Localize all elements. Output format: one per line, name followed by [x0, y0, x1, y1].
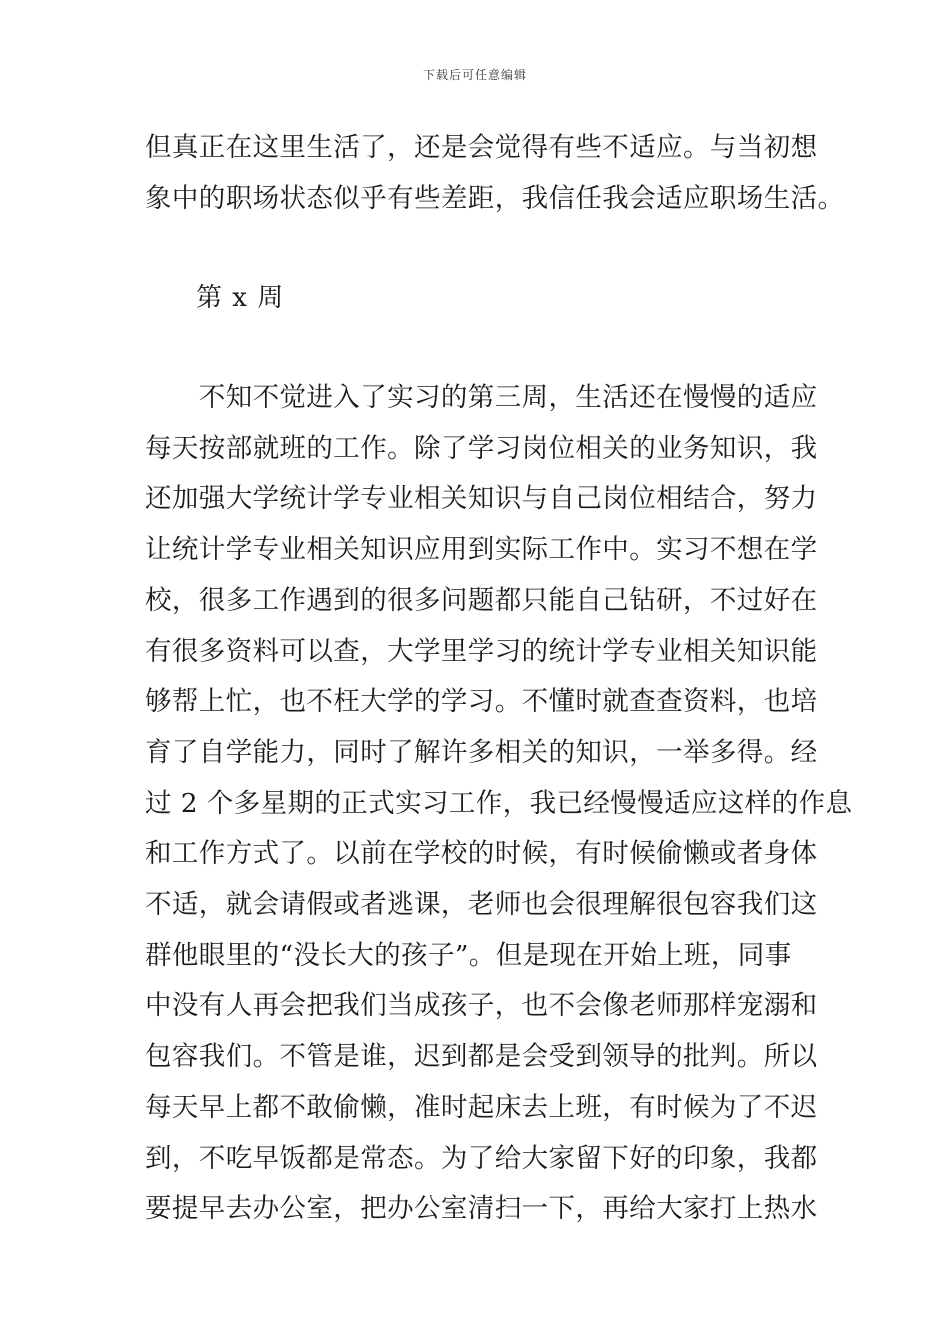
paragraph-line: 包容我们。不管是谁，迟到都是会受到领导的批判。所以	[145, 1041, 818, 1073]
paragraph-line: 让统计学专业相关知识应用到实际工作中。实习不想在学	[145, 534, 818, 566]
paragraph-line: 每天按部就班的工作。除了学习岗位相关的业务知识，我	[145, 432, 818, 464]
paragraph-line: 还加强大学统计学专业相关知识与自己岗位相结合，努力	[145, 483, 818, 515]
paragraph-line: 不知不觉进入了实习的第三周，生活还在慢慢的适应	[145, 382, 818, 413]
paragraph-line: 有很多资料可以查，大学里学习的统计学专业相关知识能	[145, 635, 818, 667]
page-header: 下载后可任意编辑	[422, 68, 527, 82]
paragraph-line: 但真正在这里生活了，还是会觉得有些不适应。与当初想	[145, 132, 818, 163]
paragraph-line: 校，很多工作遇到的很多问题都只能自己钻研，不过好在	[145, 584, 818, 616]
paragraph-line: 过 2 个多星期的正式实习工作，我已经慢慢适应这样的作息	[145, 787, 853, 819]
paragraph-line: 和工作方式了。以前在学校的时候，有时候偷懒或者身体	[145, 838, 818, 870]
main-paragraph	[145, 373, 853, 1235]
paragraph-line: 每天早上都不敢偷懒，准时起床去上班，有时候为了不迟	[145, 1091, 818, 1123]
section-heading: 第 x 周	[196, 283, 285, 313]
intro-paragraph	[145, 123, 845, 224]
paragraph-line: 要提早去办公室，把办公室清扫一下，再给大家打上热水	[145, 1193, 818, 1225]
paragraph-line: 够帮上忙，也不枉大学的学习。不懂时就查查资料，也培	[145, 686, 818, 718]
paragraph-line: 不适，就会请假或者逃课，老师也会很理解很包容我们这	[145, 889, 818, 921]
paragraph-line: 中没有人再会把我们当成孩子，也不会像老师那样宠溺和	[145, 990, 818, 1022]
paragraph-line: 群他眼里的“没长大的孩子”。但是现在开始上班，同事	[145, 939, 792, 971]
paragraph-line: 到，不吃早饭都是常态。为了给大家留下好的印象，我都	[145, 1142, 818, 1174]
paragraph-line: 象中的职场状态似乎有些差距，我信任我会适应职场生活。	[145, 182, 845, 214]
paragraph-line: 育了自学能力，同时了解许多相关的知识，一举多得。经	[145, 736, 818, 768]
